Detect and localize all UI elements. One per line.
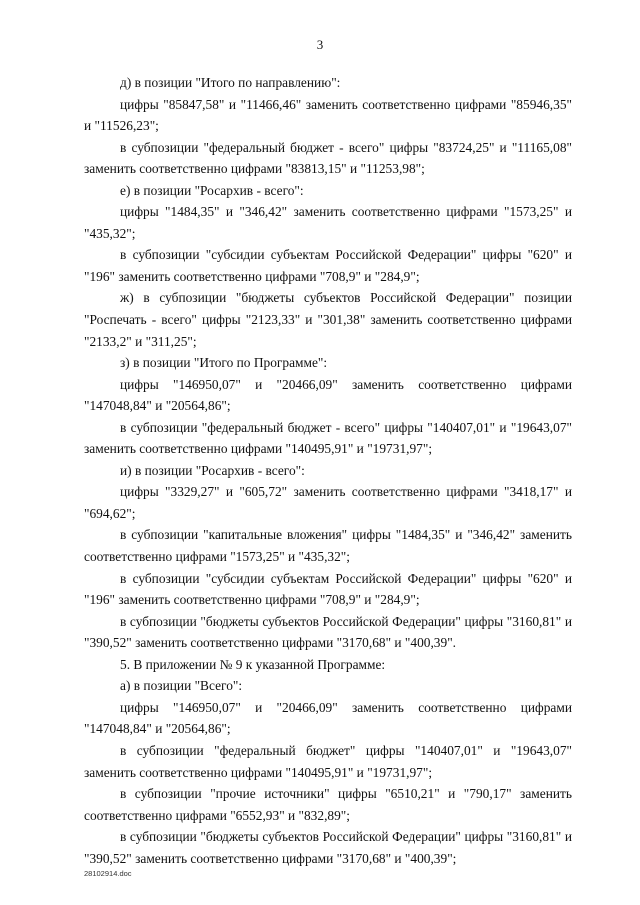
paragraph: в субпозиции "капитальные вложения" цифры "1484,35" и "346,42" заменить соответственно цифрами "1573,25" и "435,32"; [84, 527, 572, 565]
paragraph: в субпозиции "федеральный бюджет - всего" цифры "140407,01" и "19643,07" заменить соответственно цифрами "140495,91" и "19731,97"; [84, 419, 572, 457]
paragraph: в субпозиции "прочие источники" цифры "6510,21" и "790,17" заменить соответственно цифрами "6552,93" и "832,89"; [84, 786, 572, 823]
paragraph: в субпозиции "федеральный бюджет" цифры "140407,01" и "19643,07" заменить соответственно цифрами "140495,91" и "19731,97"; [84, 742, 572, 780]
paragraph: цифры "146950,07" и "20466,09" заменить соответственно цифрами "147048,84" и "20564,86"; [84, 699, 572, 737]
paragraph: цифры "3329,27" и "605,72" заменить соответственно цифрами "3418,17" и "694,62"; [84, 484, 572, 521]
paragraph: в субпозиции "субсидии субъектам Российской Федерации" цифры "620" и "196" заменить соответственно цифрами "708,9" и "284,9"; [84, 247, 572, 284]
paragraph: ж) в субпозиции "бюджеты субъектов Российской Федерации" позиции "Роспечать - всего" цифры "2123,33" и "301,38" заменить соответственно цифрами "2133,2" и "311,25"; [84, 290, 572, 349]
paragraph: в субпозиции "бюджеты субъектов Российской Федерации" цифры "3160,81" и "390,52" заменить соответственно цифрами "3170,68" и "400,39"; [84, 829, 572, 866]
paragraph: д) в позиции "Итого по направлению": [120, 75, 341, 90]
file-name-footer: 28102914.doc [84, 869, 132, 878]
page-number: 3 [316, 37, 324, 52]
paragraph: з) в позиции "Итого по Программе": [120, 355, 328, 371]
paragraph: 5. В приложении № 9 к указанной Программе: [120, 656, 386, 672]
paragraph: в субпозиции "федеральный бюджет - всего" цифры "83724,25" и "11165,08" заменить соответственно цифрами "83813,15" и "11253,98"; [84, 139, 572, 177]
paragraph: е) в позиции "Росархив - всего": [120, 182, 304, 198]
paragraph: цифры "146950,07" и "20466,09" заменить соответственно цифрами "147048,84" и "20564,86"; [84, 376, 572, 414]
paragraph: в субпозиции "бюджеты субъектов Российской Федерации" цифры "3160,81" и "390,52" заменить соответственно цифрами "3170,68" и "400,39". [84, 613, 572, 651]
paragraph: и) в позиции "Росархив - всего": [120, 462, 305, 478]
paragraph: в субпозиции "субсидии субъектам Российской Федерации" цифры "620" и "196" заменить соответственно цифрами "708,9" и "284,9"; [84, 570, 572, 608]
paragraph: цифры "85847,58" и "11466,46" заменить соответственно цифрами "85946,35" и "11526,23"; [84, 96, 572, 134]
paragraph: а) в позиции "Всего": [120, 678, 243, 694]
paragraph: цифры "1484,35" и "346,42" заменить соответственно цифрами "1573,25" и "435,32"; [84, 204, 572, 241]
document-body [84, 72, 572, 869]
